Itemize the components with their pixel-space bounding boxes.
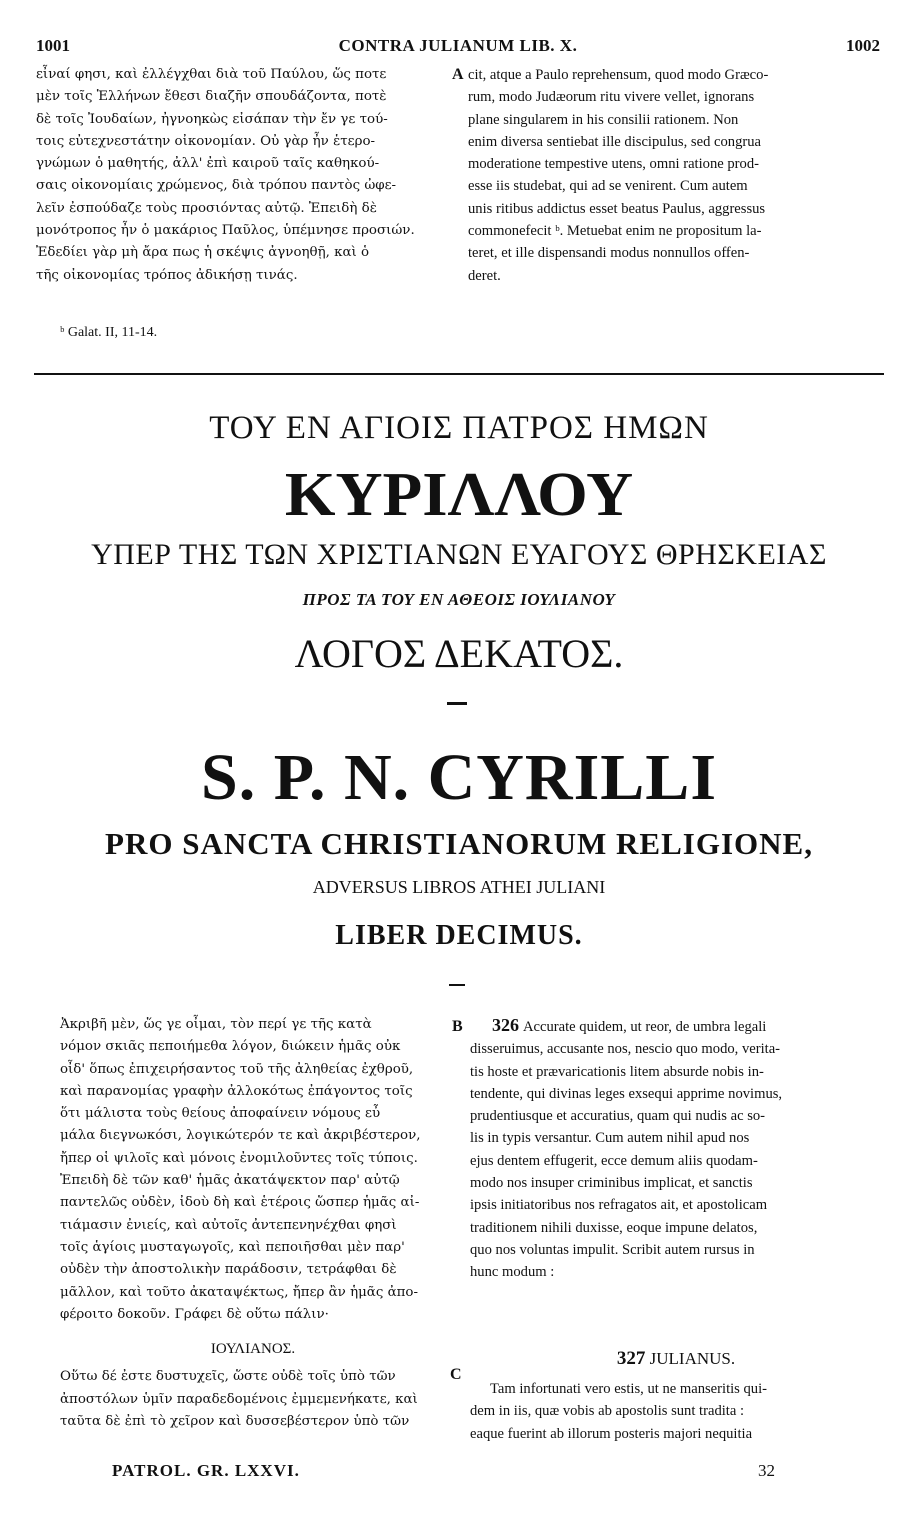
text-line: νόμον σκιᾶς πεποιήμεθα λόγον, διώκειν ἡμᾶς οὐκ (60, 1039, 401, 1055)
margin-marker-a: A (452, 66, 464, 83)
text-line: τοις εὐτεχνεστάτην οἰκονομίαν. Οὐ γὰρ ἦν ἑτερο- (36, 133, 376, 149)
text-line: ipsis initiatoribus nos refragatos ait, et apostolicam (470, 1197, 768, 1214)
julian-latin-heading (470, 1348, 882, 1370)
running-header (36, 36, 880, 58)
latin-title-name: S. P. N. CYRILLI (200, 741, 718, 814)
column-number: 326 (492, 1015, 519, 1035)
text-line: disseruimus, accusante nos, nescio quo modo, verita- (470, 1041, 781, 1058)
greek-title-line-1: ΤΟΥ ΕΝ ΑΓΙΟΙΣ ΠΑΤΡΟΣ ΗΜΩΝ (209, 410, 709, 446)
latin-title-line-2: PRO SANCTA CHRISTIANORUM RELIGIONE, (105, 826, 813, 861)
title-dash (449, 984, 465, 986)
text-line: παντελῶς οὐδὲν, ἰδοὺ δὴ καὶ ἑτέροις ὥσπερ ἡμᾶς αἰ- (60, 1195, 420, 1211)
text-line: rum, modo Judæorum ritu vivere vellet, ignorans (468, 89, 755, 106)
text-line: σαις οἰκονομίαις χρώμενος, διὰ τρόπου παντὸς ὠφε- (36, 178, 397, 194)
text-line: Ἀκριβῆ μὲν, ὥς γε οἶμαι, τὸν περί γε τῆς κατὰ (60, 1017, 372, 1032)
bottom-latin-column (470, 1014, 882, 1284)
title-dash (447, 702, 467, 705)
text-line: οὐδὲν τὴν ἀποστολικὴν παράδοσιν, τετράφθαι δὲ (60, 1262, 397, 1278)
text-line: 326 Accurate quidem, ut reor, de umbra legali (492, 1015, 767, 1035)
bottom-greek-column (60, 1014, 446, 1433)
text-line: eaque fuerint ab illorum posteris majori nequitia (470, 1425, 753, 1442)
column-number: 327 (616, 1348, 646, 1369)
greek-title-name: ΚΥΡΙΛΛΟΥ (284, 461, 634, 529)
text-line: τοῖς ἁγίοις μυσταγωγοῖς, καὶ πεποιῆσθαι μὲν παρ' (60, 1239, 405, 1255)
text-line: modo nos insuper criminibus implicat, et sanctis (470, 1175, 753, 1192)
text-line: commonefecit ᵇ. Metuebat enim ne propositum la- (468, 223, 762, 240)
text-line: φέροιτο δοκοῦν. Γράφει δὲ οὕτω πάλιν· (60, 1306, 329, 1322)
text-line: μονότροπος ἦν ὁ μακάριος Παῦλος, ὑπέμνησε προσιών. (36, 223, 415, 239)
top-greek-column (36, 64, 448, 287)
text-line: ἀποστόλων ὑμῖν παραδεδομένοις ἐμμεμενήκατε, καὶ (60, 1391, 418, 1407)
margin-marker-c: C (450, 1366, 462, 1383)
text-line: moderatione tempestive utens, omni ratione prod- (468, 156, 759, 173)
text-line: Tam infortunati vero estis, ut ne manseritis qui- (490, 1381, 768, 1397)
text-line: δὲ τοῖς Ἰουδαίων, ἠγνοηκὼς εἰσάπαν τὴν ἔν γε τού- (36, 111, 388, 127)
text-line: tendente, qui divinas leges exsequi apprime novimus, (470, 1085, 783, 1102)
latin-title-line-3: ADVERSUS LIBROS ATHEI JULIANI (312, 877, 606, 897)
julian-latin-column (470, 1378, 882, 1445)
text-line: plane singularem in his consilii rationem. Non (468, 111, 739, 128)
section-divider (34, 373, 884, 375)
text-line: μάλα διεγνωκόσι, λογικώτερόν τε καὶ ἀκριβέστερον, (60, 1128, 421, 1144)
text-line: lis in typis versantur. Cum autem nihil apud nos (470, 1130, 750, 1147)
text-line: εἶναί φησι, καὶ ἐλλέγχθαι διὰ τοῦ Παύλου, ὥς ποτε (36, 67, 387, 82)
footer-signature: 32 (758, 1461, 775, 1480)
footnote: ᵇ Galat. II, 11-14. (60, 325, 158, 340)
greek-title-line-3: ΥΠΕΡ ΤΗΣ ΤΩΝ ΧΡΙΣΤΙΑΝΩΝ ΕΥΑΓΟΥΣ ΘΡΗΣΚΕΙΑΣ (91, 538, 827, 571)
text-line: ταῦτα δὲ ἐπὶ τὸ χεῖρον καὶ δυσσεβέστερον ὑπὸ τῶν (60, 1414, 410, 1430)
text-line: teret, et ille dispensandi modus nonnullos offen- (468, 245, 750, 262)
text-line: ejus dentem effugerit, ecce demum aliis quodam- (470, 1152, 758, 1169)
text-line: οἶδ' ὅπως ἐπιχειρήσαντος τοῦ τῆς ἀληθείας ἐχθροῦ, (60, 1061, 414, 1077)
text-line: Ἐδεδίει γὰρ μὴ ἄρα πως ἡ σκέψις ἀγνοηθῇ, καὶ ὁ (36, 245, 370, 261)
text-line: deret. (468, 267, 501, 284)
julian-greek-heading: ΙΟΥΛΙΑΝΟΣ. (210, 1341, 296, 1358)
text-line: hunc modum : (470, 1264, 555, 1281)
text-line: ὅτι μάλιστα τοὺς θείους ἀποφαίνειν νόμους εὖ (60, 1106, 381, 1122)
text-line: μᾶλλον, καὶ τοῦτο ἀκαταψέκτως, ἤπερ ἂν ἡμᾶς ἀπο- (60, 1284, 419, 1300)
greek-title-line-4: ΠΡΟΣ ΤΑ ΤΟΥ ΕΝ ΑΘΕΟΙΣ ΙΟΥΛΙΑΝΟΥ (302, 590, 616, 609)
right-page-number: 1002 (846, 36, 880, 55)
text-line: τῆς οἰκονομίας τρόπος ἀδικήσῃ τινάς. (36, 267, 298, 283)
text-line: γνώμων ὁ μαθητής, ἀλλ' ἐπὶ καιροῦ ταῖς καθηκού- (36, 156, 380, 172)
text-line: μὲν τοῖς Ἑλλήνων ἔθεσι διαζῆν σπουδάζοντα, ποτὲ (36, 89, 387, 105)
text-line: καὶ παρανομίας γραφὴν ἀλλοκότως ἐπάγοντος τοῖς (60, 1083, 413, 1099)
text-line: τιάμασιν ἐνιείς, καὶ αὐτοῖς ἀντεπενηνέχθαι φησὶ (60, 1217, 397, 1233)
margin-marker-b: B (452, 1018, 463, 1035)
text-line: dem in iis, quæ vobis ab apostolis sunt tradita : (470, 1403, 745, 1420)
julian-latin-title: JULIANUS. (649, 1349, 736, 1368)
text-line: Οὕτω δέ ἐστε δυστυχεῖς, ὥστε οὐδὲ τοῖς ὑπὸ τῶν (60, 1369, 396, 1385)
latin-book-title: LIBER DECIMUS. (335, 920, 583, 951)
text-line: traditionem nihili duxisse, eoque impune delatos, (470, 1219, 758, 1236)
text-line: Ἐπειδὴ δὲ τῶν καθ' ἡμᾶς ἀκατάψεκτον παρ' αὐτῷ (60, 1173, 400, 1189)
running-title: CONTRA JULIANUM LIB. X. (338, 36, 578, 55)
text-line: esse iis studebat, qui ad se venirent. Cum autem (468, 178, 748, 195)
text-line: ἤπερ οἱ ψιλοῖς καὶ μόνοις ἐνομιλοῦντες τοῖς τύποις. (60, 1150, 418, 1166)
text-line: λεῖν ἐσπούδαζε τοὺς προσιόντας αὐτῷ. Ἐπειδὴ δὲ (36, 200, 377, 216)
text-line: prudentiusque et accuratius, quam qui nudis ac so- (470, 1108, 766, 1125)
text-line: cit, atque a Paulo reprehensum, quod modo Græco- (468, 67, 769, 83)
left-page-number: 1001 (36, 36, 70, 55)
text-line: tis hoste et prævaricationis litem absurde nobis in- (470, 1063, 764, 1080)
footer-series: PATROL. GR. LXXVI. (112, 1461, 300, 1480)
text-line: quo nos voluntas impulit. Scribit autem rursus in (470, 1241, 755, 1258)
text-line: enim diversa sentiebat ille discipulus, sed congrua (468, 133, 762, 150)
greek-book-title: ΛΟΓΟΣ ΔΕΚΑΤΟΣ. (294, 631, 624, 676)
text-line: unis ritibus addictus esset beatus Paulus, aggressus (468, 200, 766, 217)
top-latin-column (468, 64, 880, 287)
